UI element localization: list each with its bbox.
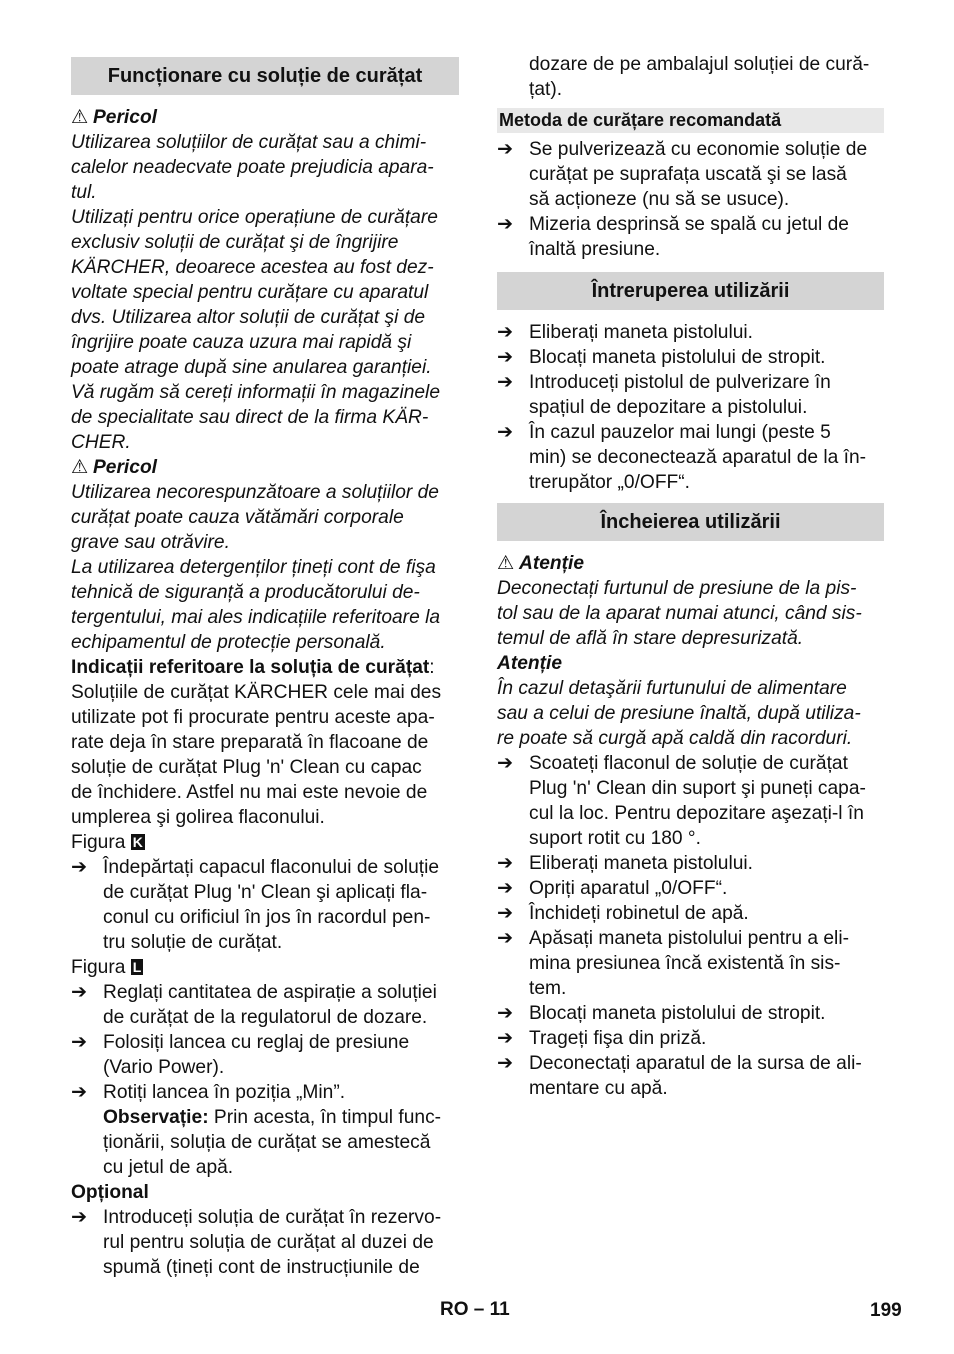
text-line: mentare cu apă.	[529, 1078, 668, 1099]
text-line: Mizeria desprinsă se spală cu jetul de	[529, 214, 849, 235]
page-section-label: RO – 11	[440, 1299, 510, 1320]
arrow-right-icon: ➔	[497, 322, 514, 343]
text-line: înaltă presiune.	[529, 239, 661, 260]
text-line: ționării, soluția de curățat se amestecă	[103, 1132, 431, 1153]
arrow-right-icon: ➔	[497, 139, 514, 160]
text-line: țat).	[529, 79, 563, 100]
arrow-right-icon: ➔	[71, 1207, 88, 1228]
text-line: de curățat de la regulatorul de dozare.	[103, 1007, 428, 1028]
text-line: trerupător „0/OFF“.	[529, 472, 690, 493]
list-item	[71, 1080, 459, 1105]
text-line: de specialitate sau direct de la firma KÄR-	[71, 407, 429, 428]
text-line: Utilizarea necorespunzătoare a soluțiilor de	[71, 482, 439, 503]
text-line: poate atrage după sine anularea garanției.	[71, 357, 432, 378]
text-line: Trageți fişa din priză.	[529, 1028, 707, 1049]
text-line: La utilizarea detergenților țineți cont de fişa	[71, 557, 436, 578]
arrow-right-icon: ➔	[71, 857, 88, 878]
list-item	[497, 420, 884, 495]
arrow-right-icon: ➔	[497, 214, 514, 235]
text-line: sau a celui de presiune înaltă, după utiliza-	[497, 703, 861, 724]
text-line: tem.	[529, 978, 567, 999]
text-line: tergentului, mai ales indicațiile referitoare la	[71, 607, 441, 628]
text-line: În cazul detaşării furtunului de alimentare	[497, 678, 847, 699]
text-line: grave sau otrăvire.	[71, 532, 230, 553]
text-line: Deconectați furtunul de presiune de la pis-	[497, 578, 857, 599]
text-line: rul pentru soluția de curățat al duzei de	[103, 1232, 434, 1253]
list-item	[497, 1026, 884, 1051]
list-item	[497, 876, 884, 901]
text-line: curățat pe suprafața uscată şi se lasă	[529, 164, 847, 185]
note-label: Observație:	[103, 1107, 209, 1128]
text-line: Observație: Prin acesta, în timpul func-	[103, 1107, 442, 1128]
arrow-right-icon: ➔	[71, 1082, 88, 1103]
text-line: Introduceți soluția de curățat în rezervo-	[103, 1207, 442, 1228]
danger-notice-1	[71, 105, 459, 455]
text-line: voltate special pentru curățare cu aparatul	[71, 282, 429, 303]
text-line: Utilizarea soluțiilor de curățat sau a chimi-	[71, 132, 427, 153]
text-line: Blocați maneta pistolului de stropit.	[529, 1003, 826, 1024]
attention-notice-2	[497, 651, 884, 751]
text-line: temul de află în stare depresurizată.	[497, 628, 804, 649]
text-line: Rotiți lancea în poziția „Min”.	[103, 1082, 346, 1103]
warning-triangle-icon: ⚠	[71, 107, 89, 128]
attention-text	[497, 576, 884, 651]
section-heading-end-of-use: Încheierea utilizării	[497, 503, 884, 541]
text-line: Scoateți flaconul de soluție de curățat	[529, 753, 848, 774]
danger-label: Pericol	[93, 457, 157, 478]
text-line: dvs. Utilizarea altor soluții de curățat şi de	[71, 307, 426, 328]
text-line: dozare de pe ambalajul soluției de cură-	[529, 54, 870, 75]
text-line: Soluțiile de curățat KÄRCHER cele mai des	[71, 682, 442, 703]
text-line: re poate să curgă apă caldă din racorduri.	[497, 728, 853, 749]
text-line: să acționeze (nu să se usuce).	[529, 189, 790, 210]
list-item	[497, 137, 884, 212]
text-line: Închideți robinetul de apă.	[529, 903, 749, 924]
text-line: suport rotit cu 180 °.	[529, 828, 701, 849]
text-line: conul cu orificiul în jos în racordul pen-	[103, 907, 431, 928]
page-number: 199	[870, 1300, 902, 1321]
attention-notice-1	[497, 551, 884, 651]
arrow-right-icon: ➔	[497, 853, 514, 874]
instruction-list	[71, 1205, 459, 1280]
text-line: Vă rugăm să cereți informații în magazinele	[71, 382, 440, 403]
arrow-right-icon: ➔	[71, 1032, 88, 1053]
instruction-list	[497, 751, 884, 1101]
text-line: CHER.	[71, 432, 131, 453]
arrow-right-icon: ➔	[497, 1003, 514, 1024]
solution-info: Indicații referitoare la soluția de curățat: Soluțiile de curățat KÄRCHER cele mai des utilizate pot fi procurate pentru aceste apa- rate deja în stare preparată în flacoane de soluție de curățat Plug 'n' Clean cu capac de închidere. Astfel nu mai este nevoie de umplerea şi golirea flaconului.	[71, 655, 459, 830]
text-line: de închidere. Astfel nu mai este nevoie de	[71, 782, 428, 803]
danger-notice-2	[71, 455, 459, 655]
list-item	[497, 901, 884, 926]
text-line: Plug 'n' Clean din suport şi puneți capa-	[529, 778, 866, 799]
text-line: curățat poate cauza vătămări corporale	[71, 507, 404, 528]
text-line: Îndepărtați capacul flaconului de soluție	[103, 857, 440, 878]
list-item	[497, 1051, 884, 1101]
text-line: îngrijire poate cauza uzura mai rapidă şi	[71, 332, 412, 353]
text-line: Reglați cantitatea de aspirație a soluției	[103, 982, 437, 1003]
list-item	[71, 855, 459, 955]
text-line: tul.	[71, 182, 97, 203]
danger-text	[71, 130, 459, 455]
text-line: umplerea şi golirea flaconului.	[71, 807, 325, 828]
attention-label: Atenție	[519, 553, 585, 574]
list-item	[497, 320, 884, 345]
arrow-right-icon: ➔	[497, 903, 514, 924]
arrow-right-icon: ➔	[71, 982, 88, 1003]
optional-heading: Opțional	[71, 1182, 149, 1203]
info-text	[71, 680, 459, 830]
text-line: soluție de curățat Plug 'n' Clean cu capac	[71, 757, 422, 778]
list-item	[497, 212, 884, 262]
figure-letter-badge: K	[132, 834, 143, 850]
instruction-list	[71, 855, 459, 955]
attention-label: Atenție	[497, 653, 563, 674]
text-line: KÄRCHER, deoarece acestea au fost dez-	[71, 257, 434, 278]
arrow-right-icon: ➔	[497, 1028, 514, 1049]
text-line: mina presiunea încă existentă în sis-	[529, 953, 841, 974]
right-column	[497, 52, 884, 1101]
text-line: spațiul de depozitare a pistolului.	[529, 397, 808, 418]
text-line: min) se deconectează aparatul de la în-	[529, 447, 867, 468]
danger-text	[71, 480, 459, 655]
text-line: cu jetul de apă.	[103, 1157, 234, 1178]
text-line: echipamentul de protecție personală.	[71, 632, 386, 653]
warning-triangle-icon: ⚠	[71, 457, 89, 478]
text-line: tehnică de siguranță a producătorului de-	[71, 582, 420, 603]
text-line: utilizate pot fi procurate pentru aceste apa-	[71, 707, 435, 728]
text-line: Apăsați maneta pistolului pentru a eli-	[529, 928, 849, 949]
arrow-right-icon: ➔	[497, 372, 514, 393]
list-item	[497, 926, 884, 1001]
section-heading-cleaning-solution: Funcționare cu soluție de curățat	[71, 57, 459, 95]
info-heading: Indicații referitoare la soluția de curățat	[71, 657, 430, 678]
list-item	[71, 1030, 459, 1080]
text-line: Utilizați pentru orice operațiune de curățare	[71, 207, 438, 228]
list-item	[497, 751, 884, 851]
text-line: tol sau de la aparat numai atunci, când sis-	[497, 603, 862, 624]
note-block	[71, 1105, 459, 1180]
text-line: spumă (țineți cont de instrucțiunile de	[103, 1257, 420, 1278]
text-line: Eliberați maneta pistolului.	[529, 322, 753, 343]
section-heading-interrupt: Întreruperea utilizării	[497, 272, 884, 310]
instruction-list	[497, 320, 884, 495]
figure-ref-k: Figura K	[71, 832, 143, 853]
arrow-right-icon: ➔	[497, 753, 514, 774]
text-line: Blocați maneta pistolului de stropit.	[529, 347, 826, 368]
continued-text	[497, 52, 884, 102]
arrow-right-icon: ➔	[497, 347, 514, 368]
list-item	[71, 980, 459, 1030]
list-item	[497, 1001, 884, 1026]
subheading-recommended-method: Metoda de curățare recomandată	[497, 108, 884, 133]
text-line: rate deja în stare preparată în flacoane de	[71, 732, 429, 753]
text-line: În cazul pauzelor mai lungi (peste 5	[529, 422, 831, 443]
text-line: Eliberați maneta pistolului.	[529, 853, 753, 874]
figure-letter-badge: L	[132, 959, 142, 975]
text-line: Folosiți lancea cu reglaj de presiune	[103, 1032, 410, 1053]
arrow-right-icon: ➔	[497, 1053, 514, 1074]
warning-triangle-icon: ⚠	[497, 553, 515, 574]
list-item	[497, 345, 884, 370]
text-line: de curățat Plug 'n' Clean şi aplicați fla-	[103, 882, 428, 903]
attention-text	[497, 676, 884, 751]
figure-ref-l: Figura L	[71, 957, 142, 978]
text-line: Se pulverizează cu economie soluție de	[529, 139, 868, 160]
left-column	[71, 52, 459, 1280]
text-line: (Vario Power).	[103, 1057, 225, 1078]
text-line: calelor neadecvate poate prejudicia apara-	[71, 157, 434, 178]
instruction-list	[497, 137, 884, 262]
list-item	[71, 1205, 459, 1280]
arrow-right-icon: ➔	[497, 422, 514, 443]
text-line: exclusiv soluții de curățat şi de îngrijire	[71, 232, 399, 253]
arrow-right-icon: ➔	[497, 878, 514, 899]
text-line: Deconectați aparatul de la sursa de ali-	[529, 1053, 862, 1074]
text-line: Introduceți pistolul de pulverizare în	[529, 372, 831, 393]
text-line: Opriți aparatul „0/OFF“.	[529, 878, 728, 899]
text-line: cul la loc. Pentru depozitare aşezați-l în	[529, 803, 864, 824]
arrow-right-icon: ➔	[497, 928, 514, 949]
text-line: tru soluție de curățat.	[103, 932, 283, 953]
instruction-list	[71, 980, 459, 1105]
list-item	[497, 851, 884, 876]
list-item	[497, 370, 884, 420]
danger-label: Pericol	[93, 107, 157, 128]
